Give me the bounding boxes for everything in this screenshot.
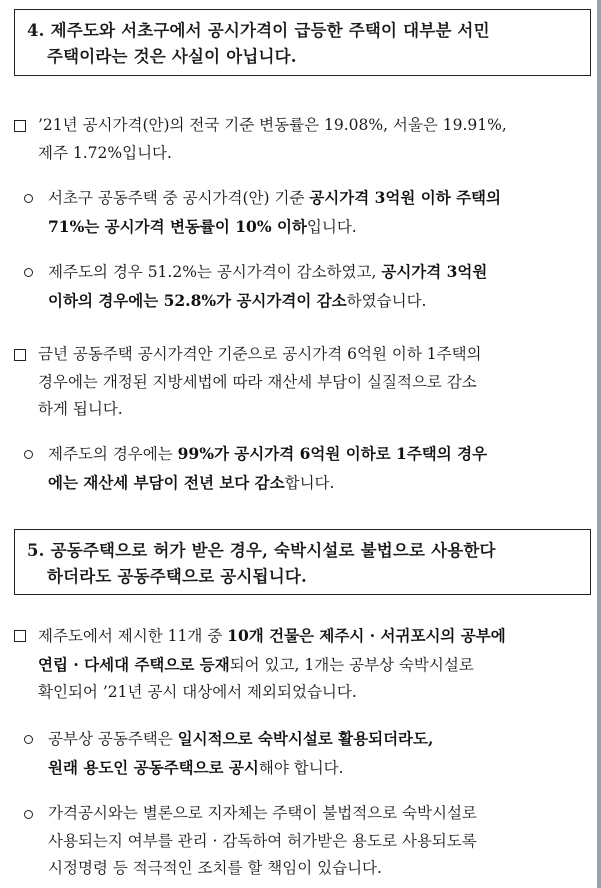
- paragraph-3a-line-2-text: 해야 합니다.: [258, 758, 344, 777]
- paragraph-1a-line-1-text: 서초구 공동주택 중 공시가격(안) 기준: [48, 189, 310, 207]
- circle-bullet-icon: [14, 258, 36, 287]
- paragraph-3b: [14, 800, 592, 883]
- paragraph-1b-line-1-text: 제주도의 경우 51.2%는 공시가격이 감소하였고,: [48, 263, 382, 281]
- paragraph-3-line-1-bold: 10개 건물은 제주시 · 서귀포시의 공부에: [227, 626, 506, 645]
- section-4-heading-line-2: 주택이라는 것은 사실이 아닙니다.: [47, 47, 297, 66]
- paragraph-2a-line-1-text: 제주도의 경우에는: [48, 445, 178, 463]
- paragraph-1b: [14, 258, 592, 315]
- paragraph-3b-line-3: 시정명령 등 적극적인 조치를 할 책임이 있습니다.: [48, 859, 382, 877]
- square-bullet-icon: [14, 622, 36, 652]
- paragraph-1: [14, 112, 592, 167]
- paragraph-2: [14, 341, 592, 424]
- paragraph-2a: [14, 440, 592, 497]
- paragraph-3b-line-2: 사용되는지 여부를 관리 · 감독하여 허가받은 용도로 사용되도록: [48, 831, 477, 850]
- paragraph-1b-line-2-bold: 이하의 경우에는 52.8%가 공시가격이 감소: [48, 290, 347, 310]
- circle-bullet-icon: [14, 440, 36, 469]
- paragraph-2-line-3: 하게 됩니다.: [38, 400, 123, 418]
- section-5-heading-line-1: 5. 공동주택으로 허가 받은 경우, 숙박시설로 불법으로 사용한다: [27, 541, 496, 560]
- paragraph-3a-line-1-text: 공부상 공동주택은: [48, 730, 178, 748]
- section-4-heading-box: [14, 9, 591, 76]
- section-4-heading-line-1: 4. 제주도와 서초구에서 공시가격이 급등한 주택이 대부분 서민: [27, 21, 490, 40]
- paragraph-2-line-1: 금년 공동주택 공시가격안 기준으로 공시가격 6억원 이하 1주택의: [38, 345, 482, 363]
- paragraph-2a-line-2-bold: 에는 재산세 부담이 전년 보다 감소: [48, 472, 285, 492]
- paragraph-2a-line-1-bold: 99%가 공시가격 6억원 이하로 1주택의 경우: [177, 444, 488, 463]
- circle-bullet-icon: [14, 184, 36, 213]
- paragraph-1-line-2: 제주 1.72%입니다.: [38, 143, 172, 162]
- paragraph-1a-line-2-bold: 71%는 공시가격 변동률이 10% 이하: [48, 216, 307, 236]
- square-bullet-icon: [14, 112, 36, 142]
- paragraph-1b-line-2-text: 하였습니다.: [346, 291, 427, 310]
- paragraph-1a: [14, 184, 592, 241]
- paragraph-1a-line-2-text: 입니다.: [306, 217, 357, 236]
- square-bullet-icon: [14, 341, 36, 371]
- paragraph-2-line-2: 경우에는 개정된 지방세법에 따라 재산세 부담이 실질적으로 감소: [38, 372, 477, 391]
- paragraph-3-line-2-bold: 연립 · 다세대 주택으로 등재: [38, 654, 230, 674]
- paragraph-3-line-1-text: 제주도에서 제시한 11개 중: [38, 627, 228, 645]
- paragraph-3: [14, 622, 592, 707]
- section-5-heading-box: [14, 529, 591, 595]
- paragraph-3a-line-2-bold: 원래 용도인 공동주택으로 공시: [48, 757, 259, 777]
- paragraph-3a: [14, 725, 592, 782]
- section-5-heading-line-2: 하더라도 공동주택으로 공시됩니다.: [47, 567, 307, 586]
- paragraph-3a-line-1-bold: 일시적으로 숙박시설로 활용되더라도,: [177, 729, 434, 748]
- circle-bullet-icon: [14, 800, 36, 829]
- paragraph-1a-line-1-bold: 공시가격 3억원 이하 주택의: [309, 188, 502, 207]
- window-edge: [597, 0, 601, 888]
- circle-bullet-icon: [14, 725, 36, 754]
- paragraph-3b-line-1: 가격공시와는 별론으로 지자체는 주택이 불법적으로 숙박시설로: [48, 804, 477, 822]
- paragraph-1b-line-1-bold: 공시가격 3억원: [381, 262, 488, 281]
- paragraph-2a-line-2-text: 합니다.: [284, 473, 335, 492]
- paragraph-3-line-3: 확인되어 ’21년 공시 대상에서 제외되었습니다.: [38, 683, 357, 701]
- paragraph-1-line-1: ’21년 공시가격(안)의 전국 기준 변동률은 19.08%, 서울은 19.91%,: [38, 116, 507, 134]
- paragraph-3-line-2-text: 되어 있고, 1개는 공부상 숙박시설로: [229, 655, 474, 674]
